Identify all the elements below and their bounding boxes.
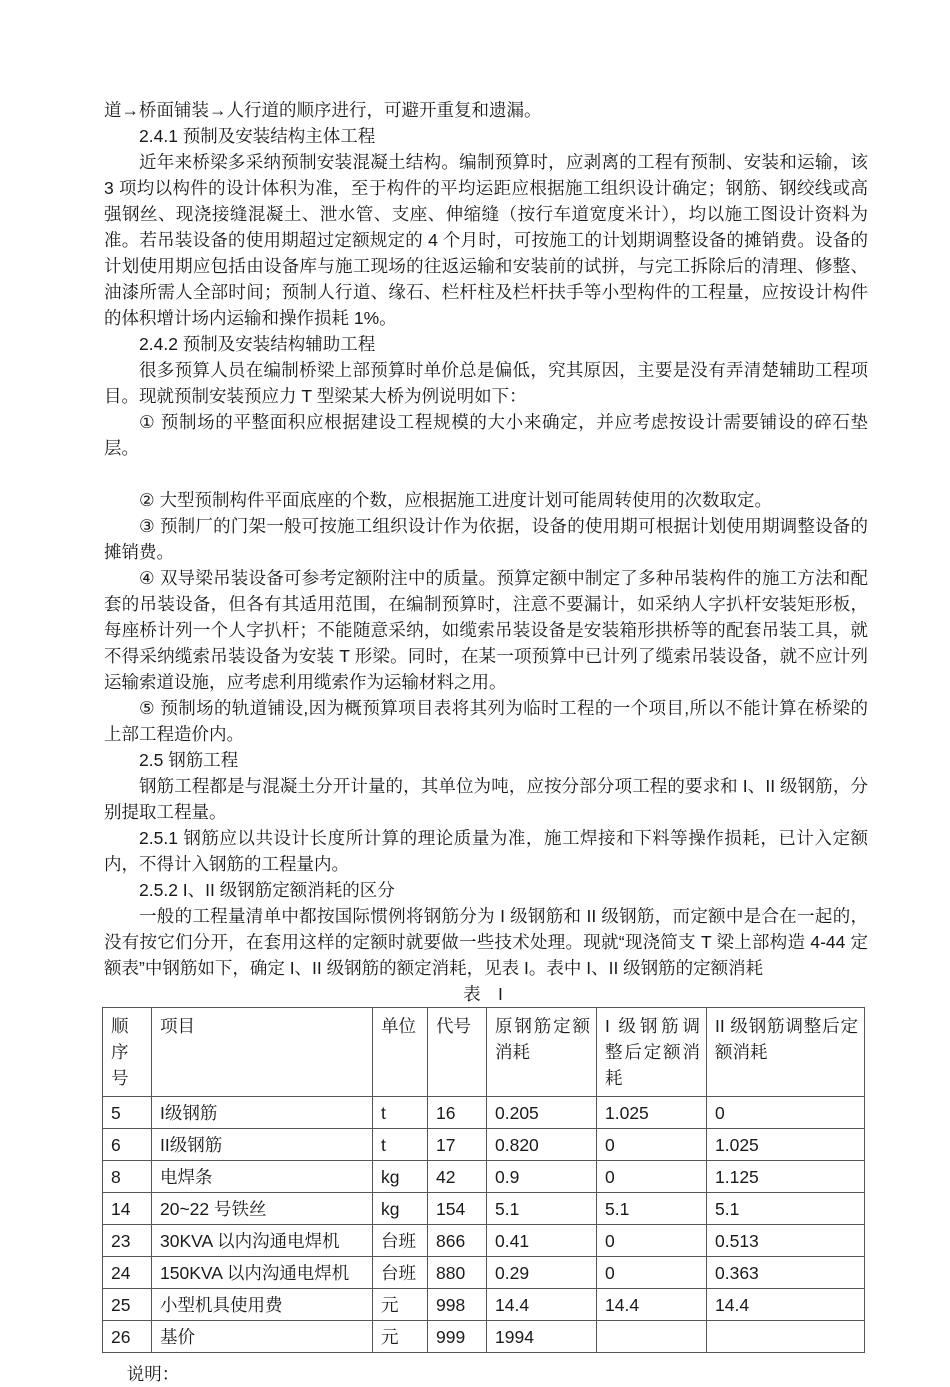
table-cell: 电焊条 <box>152 1161 373 1193</box>
table-cell: 30KVA 以内沟通电焊机 <box>152 1225 373 1257</box>
table-cell: t <box>373 1097 428 1129</box>
table-cell: 6 <box>103 1129 152 1161</box>
notes-label: 说明： <box>126 1364 180 1384</box>
table-cell: 元 <box>373 1289 428 1321</box>
table-cell: 42 <box>428 1161 487 1193</box>
table-cell: 0.205 <box>487 1097 597 1129</box>
table-cell: 24 <box>103 1257 152 1289</box>
paragraph: ⑤ 预制场的轨道铺设,因为概预算项目表将其列为临时工程的一个项目,所以不能计算在桥梁的上部工程造价内。 <box>104 698 868 744</box>
table-caption: 表 I <box>463 984 503 1004</box>
table-cell: 0 <box>707 1097 865 1129</box>
table-cell: 16 <box>428 1097 487 1129</box>
table-cell: 14.4 <box>597 1289 707 1321</box>
table-cell: 0.363 <box>707 1257 865 1289</box>
table-cell <box>707 1321 865 1353</box>
paragraph: 一般的工程量清单中都按国际惯例将钢筋分为 I 级钢筋和 II 级钢筋，而定额中是合在一起的，没有按它们分开，在套用这样的定额时就要做一些技术处理。现就“现浇简支 T 梁上部构造 4-44 定额表”中钢筋如下，确定 I、II 级钢筋的额定消耗，见表 I。表中 I、II 级钢筋的定额消耗 <box>104 906 868 978</box>
section-heading: 2.5 钢筋工程 <box>139 750 239 770</box>
column-header: 单位 <box>373 1008 428 1097</box>
table-cell: 14.4 <box>707 1289 865 1321</box>
table-cell: 25 <box>103 1289 152 1321</box>
section-heading: 2.5.2 I、II 级钢筋定额消耗的区分 <box>139 880 395 900</box>
table-cell: 0.820 <box>487 1129 597 1161</box>
table-cell: 23 <box>103 1225 152 1257</box>
table-cell <box>597 1321 707 1353</box>
table-cell: II级钢筋 <box>152 1129 373 1161</box>
table-cell: 5.1 <box>707 1193 865 1225</box>
table-cell: 台班 <box>373 1225 428 1257</box>
table-cell: 154 <box>428 1193 487 1225</box>
table-cell: 17 <box>428 1129 487 1161</box>
table-cell: 20~22 号铁丝 <box>152 1193 373 1225</box>
table-header-row <box>103 1008 865 1097</box>
table-cell: 0 <box>597 1161 707 1193</box>
table-cell: 14.4 <box>487 1289 597 1321</box>
table-cell: 14 <box>103 1193 152 1225</box>
column-header: 原钢筋定额消耗 <box>487 1008 597 1097</box>
table-cell: 0 <box>597 1129 707 1161</box>
table-cell: 1.125 <box>707 1161 865 1193</box>
paragraph: ④ 双导梁吊装设备可参考定额附注中的质量。预算定额中制定了多种吊装构件的施工方法和配套的吊装设备，但各有其适用范围，在编制预算时，注意不要漏计，如采纳人字扒杆安装矩形板，每座桥计列一个人字扒杆；不能随意采纳，如缆索吊装设备是安装箱形拱桥等的配套吊装工具，就不得采纳缆索吊装设备为安装 T 形梁。同时，在某一项预算中已计列了缆索吊装设备，就不应计列运输索道设施，应考虑利用缆索作为运输材料之用。 <box>104 568 868 692</box>
paragraph: 2.5.1 钢筋应以共设计长度所计算的理论质量为准，施工焊接和下料等操作损耗，已计入定额内，不得计入钢筋的工程量内。 <box>104 828 868 874</box>
table-cell: kg <box>373 1193 428 1225</box>
paragraph: ② 大型预制构件平面底座的个数，应根据施工进度计划可能周转使用的次数取定。 <box>139 490 773 510</box>
table-row <box>103 1321 865 1353</box>
table-cell: 5.1 <box>597 1193 707 1225</box>
column-header: 项目 <box>152 1008 373 1097</box>
table-cell: 150KVA 以内沟通电焊机 <box>152 1257 373 1289</box>
table-row <box>103 1257 865 1289</box>
table-cell: 0 <box>597 1225 707 1257</box>
column-header: II 级钢筋调整后定额消耗 <box>707 1008 865 1097</box>
table-cell: 1994 <box>487 1321 597 1353</box>
table-cell: 台班 <box>373 1257 428 1289</box>
table-cell: 基价 <box>152 1321 373 1353</box>
column-header: I 级钢筋调整后定额消耗 <box>597 1008 707 1097</box>
table-cell: 998 <box>428 1289 487 1321</box>
table-cell: 26 <box>103 1321 152 1353</box>
table-cell: 0 <box>597 1257 707 1289</box>
table-cell: 866 <box>428 1225 487 1257</box>
table-cell: 1.025 <box>707 1129 865 1161</box>
table-row <box>103 1129 865 1161</box>
document-body <box>104 97 868 981</box>
table-row <box>103 1193 865 1225</box>
rebar-quota-table <box>102 1007 865 1353</box>
column-header: 代号 <box>428 1008 487 1097</box>
table-cell: 1.025 <box>597 1097 707 1129</box>
table-rows <box>103 1097 865 1353</box>
table-cell: 5.1 <box>487 1193 597 1225</box>
table-cell: t <box>373 1129 428 1161</box>
table-row <box>103 1289 865 1321</box>
table-cell: 5 <box>103 1097 152 1129</box>
table-cell: 0.41 <box>487 1225 597 1257</box>
table-cell: 8 <box>103 1161 152 1193</box>
table-cell: kg <box>373 1161 428 1193</box>
table-cell: 0.513 <box>707 1225 865 1257</box>
table-cell: 小型机具使用费 <box>152 1289 373 1321</box>
table-row <box>103 1161 865 1193</box>
table-cell: 元 <box>373 1321 428 1353</box>
table-row <box>103 1225 865 1257</box>
section-heading: 2.4.1 预制及安装结构主体工程 <box>139 126 376 146</box>
section-heading: 2.4.2 预制及安装结构辅助工程 <box>139 334 376 354</box>
column-header: 顺序号 <box>103 1008 152 1097</box>
paragraph: 近年来桥梁多采纳预制安装混凝土结构。编制预算时，应剥离的工程有预制、安装和运输，该 3 项均以构件的设计体积为准，至于构件的平均运距应根据施工组织设计确定；钢筋、钢绞线或高强钢丝、现浇接缝混凝土、泄水管、支座、伸缩缝（按行车道宽度米计），均以施工图设计资料为准。若吊装设备的使用期超过定额规定的 4 个月时，可按施工的计划期调整设备的摊销费。设备的计划使用期应包括由设备库与施工现场的往返运输和安装前的试拼，与完工拆除后的清理、修整、油漆所需人全部时间；预制人行道、缘石、栏杆柱及栏杆扶手等小型构件的工程量，应按设计构件的体积增计场内运输和操作损耗 1%。 <box>104 152 868 328</box>
table-cell: 880 <box>428 1257 487 1289</box>
paragraph: 道→桥面铺装→人行道的顺序进行，可避开重复和遗漏。 <box>104 100 542 120</box>
table-cell: 0.29 <box>487 1257 597 1289</box>
blank-line <box>104 461 868 487</box>
table-cell: 999 <box>428 1321 487 1353</box>
table-row <box>103 1097 865 1129</box>
paragraph: ① 预制场的平整面积应根据建设工程规模的大小来确定，并应考虑按设计需要铺设的碎石垫层。 <box>104 412 868 458</box>
paragraph: 很多预算人员在编制桥梁上部预算时单价总是偏低，究其原因，主要是没有弄清楚辅助工程项目。现就预制安装预应力 T 型梁某大桥为例说明如下： <box>104 360 868 406</box>
paragraph: 钢筋工程都是与混凝土分开计量的，其单位为吨，应按分部分项工程的要求和 I、II 级钢筋，分别提取工程量。 <box>104 776 868 822</box>
table-header <box>103 1008 865 1097</box>
paragraph: ③ 预制厂的门架一般可按施工组织设计作为依据，设备的使用期可根据计划使用期调整设备的摊销费。 <box>104 516 868 562</box>
table-cell: 0.9 <box>487 1161 597 1193</box>
table-cell: I级钢筋 <box>152 1097 373 1129</box>
